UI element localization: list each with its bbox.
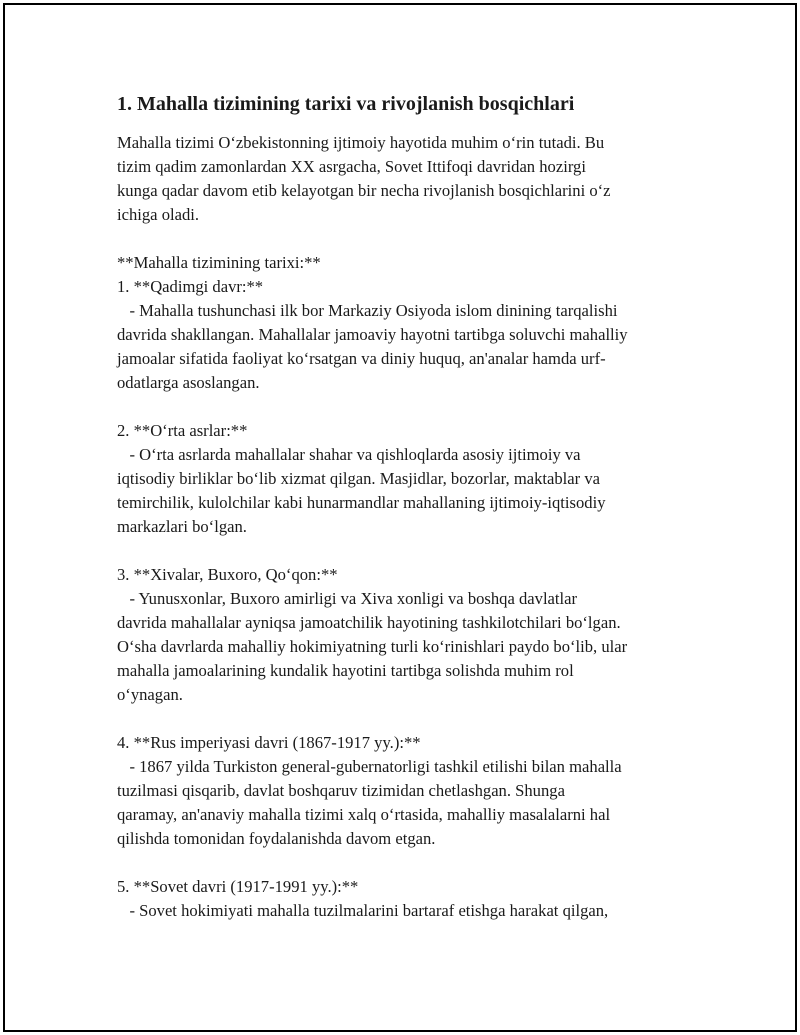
section-heading: 1. Mahalla tizimining tarixi va rivojlanish bosqichlari xyxy=(117,93,575,115)
section-title: 5. **Sovet davri (1917-1991 yy.):** xyxy=(117,877,359,896)
section-line: - Mahalla tushunchasi ilk bor Markaziy Osiyoda islom dinining tarqalishi xyxy=(117,301,618,320)
section-title: 1. **Qadimgi davr:** xyxy=(117,277,264,296)
history-label: **Mahalla tizimining tarixi:** xyxy=(117,253,321,272)
history-section xyxy=(117,419,707,539)
history-section xyxy=(117,563,707,707)
section-line: O‘sha davrlarda mahalliy hokimiyatning turli ko‘rinishlari paydo bo‘lib, ular xyxy=(117,637,628,656)
document-body xyxy=(117,91,707,923)
section-line: temirchilik, kulolchilar kabi hunarmandlar mahallaning ijtimoiy-iqtisodiy xyxy=(117,493,606,512)
section-line: iqtisodiy birliklar bo‘lib xizmat qilgan. Masjidlar, bozorlar, maktablar va xyxy=(117,469,600,488)
section-line: markazlari bo‘lgan. xyxy=(117,517,247,536)
section-line: davrida mahallalar ayniqsa jamoatchilik hayotining tashkilotchilari bo‘lgan. xyxy=(117,613,621,632)
history-section xyxy=(117,731,707,851)
section-line: o‘ynagan. xyxy=(117,685,183,704)
section-line: qaramay, an'anaviy mahalla tizimi xalq o‘rtasida, mahalliy masalalarni hal xyxy=(117,805,611,824)
spacer xyxy=(117,227,707,251)
spacer xyxy=(117,539,707,563)
intro-line: Mahalla tizimi O‘zbekistonning ijtimoiy hayotida muhim o‘rin tutadi. Bu xyxy=(117,133,605,152)
section-line: - Yunusxonlar, Buxoro amirligi va Xiva xonligi va boshqa davlatlar xyxy=(117,589,578,608)
spacer xyxy=(117,395,707,419)
intro-line: ichiga oladi. xyxy=(117,205,200,224)
intro-line: kunga qadar davom etib kelayotgan bir necha rivojlanish bosqichlarini o‘z xyxy=(117,181,611,200)
section-line: mahalla jamoalarining kundalik hayotini tartibga solishda muhim rol xyxy=(117,661,574,680)
intro-line: tizim qadim zamonlardan XX asrgacha, Sovet Ittifoqi davridan hozirgi xyxy=(117,157,586,176)
intro-paragraph xyxy=(117,131,707,227)
spacer xyxy=(117,851,707,875)
section-line: - Sovet hokimiyati mahalla tuzilmalarini bartaraf etishga harakat qilgan, xyxy=(117,901,609,920)
section-line: tuzilmasi qisqarib, davlat boshqaruv tizimidan chetlashgan. Shunga xyxy=(117,781,565,800)
section-line: jamoalar sifatida faoliyat ko‘rsatgan va diniy huquq, an'analar hamda urf- xyxy=(117,349,606,368)
section-line: qilishda tomonidan foydalanishda davom etgan. xyxy=(117,829,436,848)
history-section xyxy=(117,875,707,923)
spacer xyxy=(117,707,707,731)
history-section xyxy=(117,275,707,395)
section-title: 4. **Rus imperiyasi davri (1867-1917 yy.):** xyxy=(117,733,421,752)
section-title: 2. **O‘rta asrlar:** xyxy=(117,421,248,440)
section-line: - O‘rta asrlarda mahallalar shahar va qishloqlarda asosiy ijtimoiy va xyxy=(117,445,581,464)
section-line: odatlarga asoslangan. xyxy=(117,373,260,392)
section-line: - 1867 yilda Turkiston general-gubernatorligi tashkil etilishi bilan mahalla xyxy=(117,757,622,776)
section-line: davrida shakllangan. Mahallalar jamoaviy hayotni tartibga soluvchi mahalliy xyxy=(117,325,628,344)
section-title: 3. **Xivalar, Buxoro, Qo‘qon:** xyxy=(117,565,338,584)
